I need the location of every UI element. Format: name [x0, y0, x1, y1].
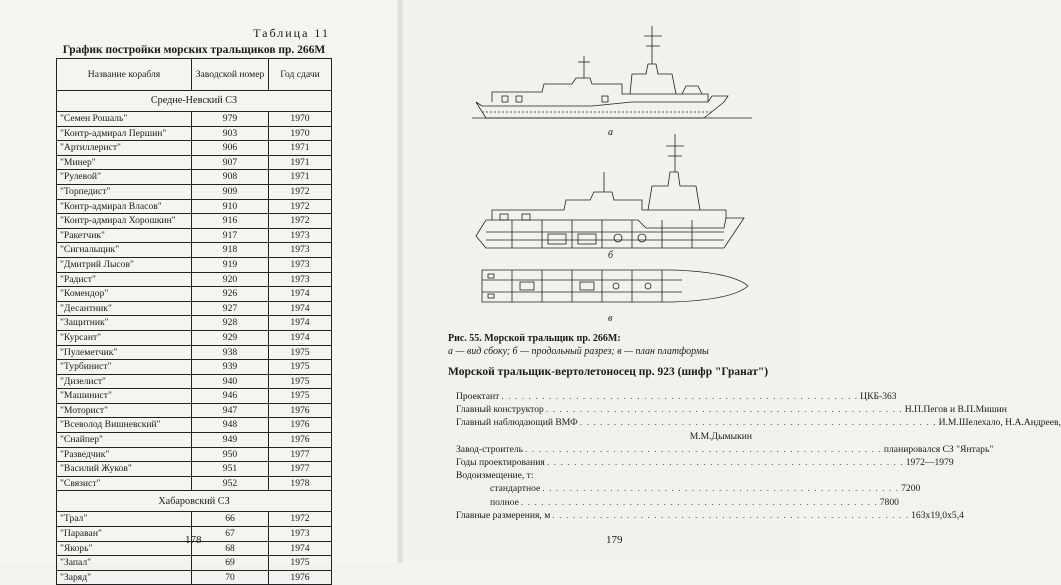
table-row [57, 287, 332, 302]
figure-caption-title: Рис. 55. Морской тральщик пр. 266М: [448, 333, 621, 344]
spec-value: Н.П.Пегов и В.П.Мишин [904, 404, 1007, 416]
delivery-year-cell: 1971 [269, 141, 332, 156]
delivery-year-cell: 1970 [269, 126, 332, 141]
ship-name-cell: "Десантник" [57, 301, 192, 316]
delivery-year-cell: 1973 [269, 257, 332, 272]
delivery-year-cell: 1974 [269, 316, 332, 331]
factory-number-cell: 67 [192, 527, 269, 542]
header-ship-name: Название корабля [57, 59, 192, 91]
table-row [57, 184, 332, 199]
delivery-year-cell: 1974 [269, 541, 332, 556]
table-row [57, 360, 332, 375]
ship-name-cell: "Василий Жуков" [57, 462, 192, 477]
factory-number-cell: 907 [192, 155, 269, 170]
table-row [57, 476, 332, 491]
ship-name-cell: "Связист" [57, 476, 192, 491]
ship-name-cell: "Рулевой" [57, 170, 192, 185]
figure-letter-v: в [608, 313, 613, 324]
factory-number-cell: 929 [192, 330, 269, 345]
ship-name-cell: "Контр-адмирал Першин" [57, 126, 192, 141]
factory-number-cell: 920 [192, 272, 269, 287]
table-row [57, 301, 332, 316]
factory-number-cell: 70 [192, 570, 269, 585]
spec-label: Годы проектирования [456, 456, 545, 468]
delivery-year-cell: 1972 [269, 214, 332, 229]
ship-name-cell: "Курсант" [57, 330, 192, 345]
dot-leader: . . . . . . . . . . . . . . . . . . . . . . . . . . . . . . . . . . . . . . . . . . . . . . . . . . . . . [579, 417, 937, 429]
spec-value: 7200 [901, 483, 921, 495]
table-row [57, 330, 332, 345]
factory-number-cell: 950 [192, 447, 269, 462]
page-number-right: 179 [606, 534, 623, 546]
ship-name-cell: "Моторист" [57, 403, 192, 418]
factory-number-cell: 917 [192, 228, 269, 243]
spec-label: Главный наблюдающий ВМФ [456, 417, 578, 429]
spec-label: Завод-строитель [456, 443, 524, 455]
factory-number-cell: 939 [192, 360, 269, 375]
table-section-row [57, 91, 332, 112]
section-title: Морской тральщик-вертолетоносец пр. 923 (шифр "Гранат") [448, 366, 769, 378]
table-row [57, 272, 332, 287]
delivery-year-cell: 1975 [269, 345, 332, 360]
spec-value: 1972—1979 [905, 456, 954, 468]
spec-label: Главные размерения, м [456, 509, 551, 521]
spec-label: полное [490, 496, 519, 508]
ship-name-cell: "Дмитрий Лысов" [57, 257, 192, 272]
factory-number-cell: 947 [192, 403, 269, 418]
delivery-year-cell: 1973 [269, 228, 332, 243]
delivery-year-cell: 1976 [269, 418, 332, 433]
factory-number-cell: 916 [192, 214, 269, 229]
table-row [57, 389, 332, 404]
left-page [0, 0, 400, 583]
table-row [57, 345, 332, 360]
table-row [57, 170, 332, 185]
delivery-year-cell: 1974 [269, 301, 332, 316]
factory-number-cell: 948 [192, 418, 269, 433]
delivery-year-cell: 1974 [269, 287, 332, 302]
spec-row [456, 443, 994, 456]
table-row [57, 243, 332, 258]
delivery-year-cell: 1975 [269, 374, 332, 389]
spec-value: 7800 [879, 496, 899, 508]
header-factory-number: Заводской номер [192, 59, 269, 91]
spec-row [456, 496, 899, 509]
table-row [57, 374, 332, 389]
spec-row [456, 482, 921, 495]
ships-table-body [57, 91, 332, 585]
delivery-year-cell: 1972 [269, 199, 332, 214]
delivery-year-cell: 1977 [269, 462, 332, 477]
ships-table [56, 58, 332, 585]
spec-value: М.М.Дымыкин [689, 430, 752, 442]
book-gutter [396, 0, 404, 563]
table-row [57, 570, 332, 585]
figure-letter-a: а [608, 127, 613, 138]
table-title: График постройки морских тральщиков пр. 266М [62, 44, 326, 56]
factory-number-cell: 910 [192, 199, 269, 214]
spec-row [456, 509, 964, 522]
delivery-year-cell: 1978 [269, 476, 332, 491]
spec-row [456, 416, 1061, 429]
table-row [57, 316, 332, 331]
ship-name-cell: "Трал" [57, 512, 192, 527]
page-number-left: 178 [185, 534, 202, 546]
ship-longitudinal-section-drawing [476, 134, 744, 248]
factory-number-cell: 69 [192, 556, 269, 571]
spec-label: стандартное [490, 483, 541, 495]
ship-name-cell: "Минер" [57, 155, 192, 170]
delivery-year-cell: 1976 [269, 403, 332, 418]
ship-name-cell: "Разведчик" [57, 447, 192, 462]
dot-leader: . . . . . . . . . . . . . . . . . . . . . . . . . . . . . . . . . . . . . . . . . . . . . . . . . . . . . [546, 456, 904, 468]
ship-name-cell: "Ракетчик" [57, 228, 192, 243]
table-row [57, 257, 332, 272]
factory-number-cell: 903 [192, 126, 269, 141]
table-row [57, 512, 332, 527]
table-row [57, 228, 332, 243]
factory-number-cell: 906 [192, 141, 269, 156]
table-row [57, 112, 332, 127]
ship-name-cell: "Параван" [57, 527, 192, 542]
delivery-year-cell: 1970 [269, 112, 332, 127]
ship-name-cell: "Снайпер" [57, 433, 192, 448]
factory-number-cell: 938 [192, 345, 269, 360]
delivery-year-cell: 1977 [269, 447, 332, 462]
delivery-year-cell: 1973 [269, 527, 332, 542]
ship-name-cell: "Радист" [57, 272, 192, 287]
delivery-year-cell: 1972 [269, 184, 332, 199]
ship-name-cell: "Машинист" [57, 389, 192, 404]
table-row [57, 155, 332, 170]
table-row [57, 462, 332, 477]
spec-value: И.М.Шелехало, Н.А.Андреев, [938, 417, 1061, 429]
ship-name-cell: "Семен Рошаль" [57, 112, 192, 127]
table-row [57, 447, 332, 462]
factory-number-cell: 908 [192, 170, 269, 185]
spec-row [456, 390, 897, 403]
delivery-year-cell: 1976 [269, 433, 332, 448]
ship-name-cell: "Дизелист" [57, 374, 192, 389]
table-row [57, 126, 332, 141]
table-label: Таблица 11 [253, 26, 330, 40]
spec-row [456, 456, 954, 469]
factory-number-cell: 979 [192, 112, 269, 127]
ship-name-cell: "Контр-адмирал Хорошкин" [57, 214, 192, 229]
ship-name-cell: "Торпедист" [57, 184, 192, 199]
ship-name-cell: "Контр-адмирал Власов" [57, 199, 192, 214]
delivery-year-cell: 1971 [269, 155, 332, 170]
spec-label: Проектант [456, 391, 500, 402]
header-delivery-year: Год сдачи [269, 59, 332, 91]
spec-value: планировался СЗ "Янтарь" [883, 443, 994, 455]
table-row [57, 199, 332, 214]
factory-number-cell: 919 [192, 257, 269, 272]
table-row [57, 418, 332, 433]
dot-leader: . . . . . . . . . . . . . . . . . . . . . . . . . . . . . . . . . . . . . . . . . . . . . . . . . . . . . [525, 443, 882, 455]
figure-letter-b: б [608, 250, 614, 261]
delivery-year-cell: 1976 [269, 570, 332, 585]
delivery-year-cell: 1974 [269, 330, 332, 345]
factory-number-cell: 909 [192, 184, 269, 199]
factory-number-cell: 927 [192, 301, 269, 316]
ship-name-cell: "Якорь" [57, 541, 192, 556]
factory-number-cell: 951 [192, 462, 269, 477]
ship-platform-plan-drawing [482, 270, 748, 302]
factory-number-cell: 949 [192, 433, 269, 448]
factory-number-cell: 952 [192, 476, 269, 491]
spec-row [456, 403, 1007, 416]
figure-caption [448, 332, 748, 358]
spec-label: Водоизмещение, т: [456, 470, 534, 482]
dot-leader: . . . . . . . . . . . . . . . . . . . . . . . . . . . . . . . . . . . . . . . . . . . . . . . . . . . . . [501, 391, 859, 402]
delivery-year-cell: 1973 [269, 272, 332, 287]
delivery-year-cell: 1973 [269, 243, 332, 258]
spec-row [456, 469, 752, 482]
ship-name-cell: "Всеволод Вишневский" [57, 418, 192, 433]
specifications-list [456, 390, 1061, 522]
factory-number-cell: 918 [192, 243, 269, 258]
table-row [57, 141, 332, 156]
ship-name-cell: "Заряд" [57, 570, 192, 585]
ship-name-cell: "Защитник" [57, 316, 192, 331]
delivery-year-cell: 1972 [269, 512, 332, 527]
factory-number-cell: 68 [192, 541, 269, 556]
factory-number-cell: 926 [192, 287, 269, 302]
factory-number-cell: 66 [192, 512, 269, 527]
section-name: Хабаровский СЗ [57, 491, 332, 512]
delivery-year-cell: 1971 [269, 170, 332, 185]
figure-caption-description: а — вид сбоку; б — продольный разрез; в — план платформы [448, 346, 709, 357]
ship-name-cell: "Турбинист" [57, 360, 192, 375]
ship-name-cell: "Артиллерист" [57, 141, 192, 156]
dot-leader: . . . . . . . . . . . . . . . . . . . . . . . . . . . . . . . . . . . . . . . . . . . . . . . . . . . . . [552, 509, 910, 521]
delivery-year-cell: 1975 [269, 360, 332, 375]
section-name: Средне-Невский СЗ [57, 91, 332, 112]
factory-number-cell: 928 [192, 316, 269, 331]
spec-value: ЦКБ-363 [860, 391, 897, 402]
ship-name-cell: "Сигнальщик" [57, 243, 192, 258]
ship-name-cell: "Комендор" [57, 287, 192, 302]
dot-leader: . . . . . . . . . . . . . . . . . . . . . . . . . . . . . . . . . . . . . . . . . . . . . . . . . . . . . [542, 483, 900, 495]
table-row [57, 556, 332, 571]
delivery-year-cell: 1975 [269, 556, 332, 571]
dot-leader: . . . . . . . . . . . . . . . . . . . . . . . . . . . . . . . . . . . . . . . . . . . . . . . . . . . . . [545, 404, 903, 416]
ship-drawings-figure [472, 22, 752, 324]
table-row [57, 214, 332, 229]
table-row [57, 433, 332, 448]
table-header-row [57, 59, 332, 91]
ship-side-view-drawing [472, 26, 752, 118]
dot-leader: . . . . . . . . . . . . . . . . . . . . . . . . . . . . . . . . . . . . . . . . . . . . . . . . . . . . . [520, 496, 878, 508]
ship-name-cell: "Запал" [57, 556, 192, 571]
delivery-year-cell: 1975 [269, 389, 332, 404]
spec-label: Главный конструктор [456, 404, 544, 416]
spec-value: 163х19,0х5,4 [911, 509, 964, 521]
ship-name-cell: "Пулеметчик" [57, 345, 192, 360]
table-row [57, 403, 332, 418]
table-section-row [57, 491, 332, 512]
spec-row [456, 430, 752, 443]
factory-number-cell: 946 [192, 389, 269, 404]
factory-number-cell: 940 [192, 374, 269, 389]
